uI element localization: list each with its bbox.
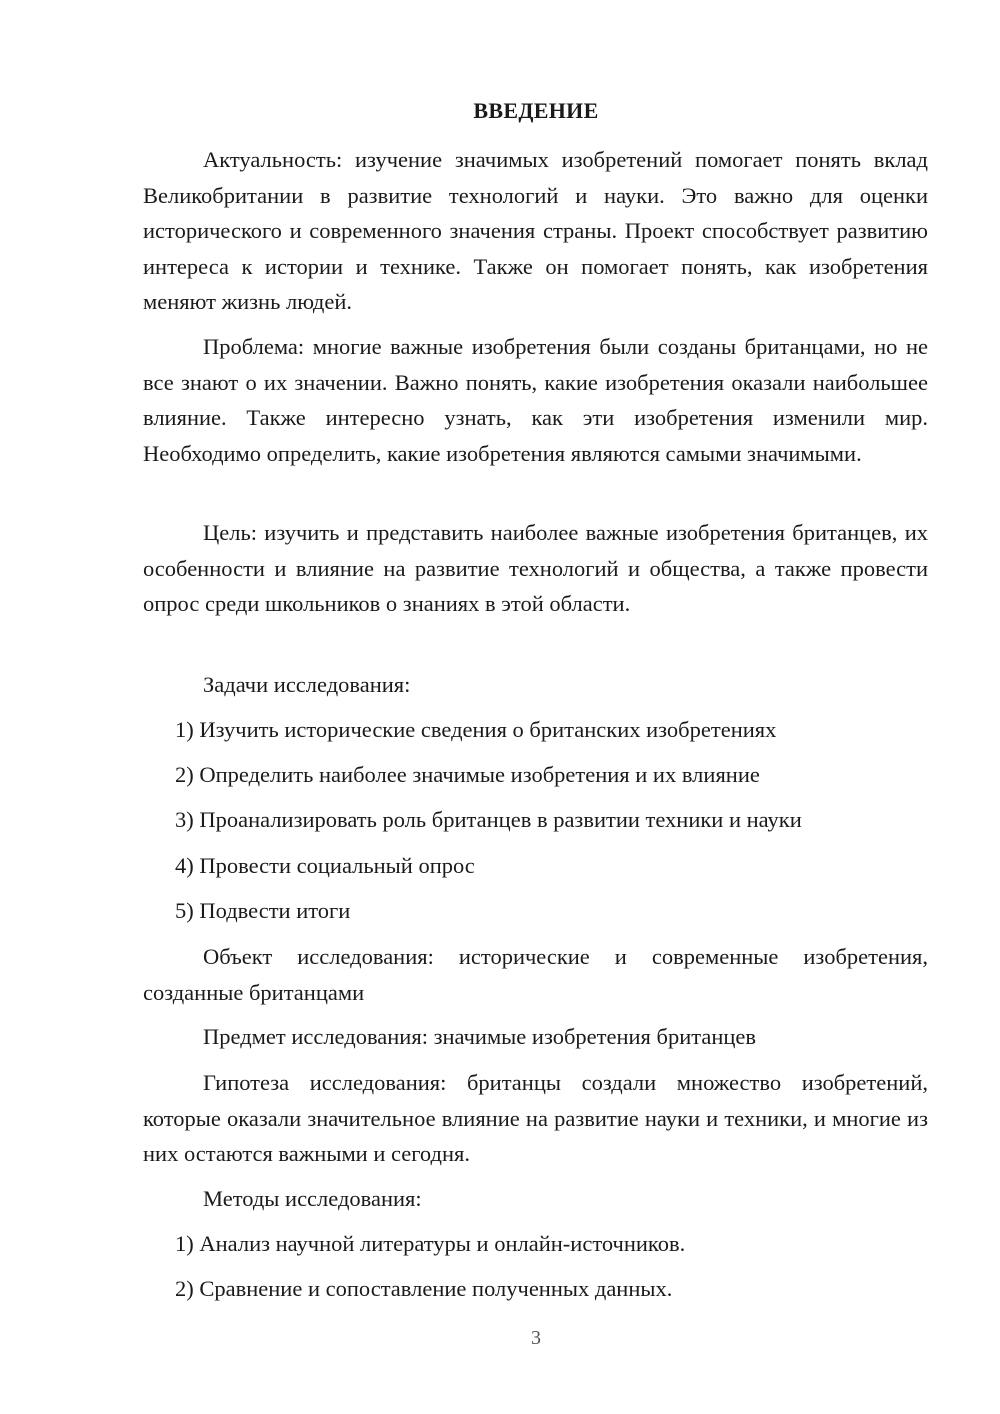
paragraph-goal: Цель: изучить и представить наиболее важные изобретения британцев, их особенности и влияние на развитие технологий и общества, а также провести опрос среди школьников о знаниях в этой области. [143, 520, 928, 616]
page-number: 3 [531, 1327, 541, 1349]
paragraph-problem: Проблема: многие важные изобретения были созданы британцами, но не все знают о их значении. Важно понять, какие изобретения оказали наибольшее влияние. Также интересно узнать, как эти изобретения изменили мир. Необходимо определить, какие изобретения являются самыми значимыми. [143, 334, 928, 466]
task-item-2: 2) Определить наиболее значимые изобретения и их влияние [175, 762, 760, 787]
task-item-3: 3) Проанализировать роль британцев в развитии техники и науки [175, 807, 802, 832]
methods-heading: Методы исследования: [203, 1186, 422, 1211]
tasks-heading: Задачи исследования: [203, 672, 411, 697]
task-item-5: 5) Подвести итоги [175, 898, 351, 923]
method-item-1: 1) Анализ научной литературы и онлайн-источников. [175, 1231, 686, 1256]
paragraph-relevance: Актуальность: изучение значимых изобретений помогает понять вклад Великобритании в развитие технологий и науки. Это важно для оценки исторического и современного значения страны. Проект способствует развитию интереса к истории и технике. Также он помогает понять, как изобретения меняют жизнь людей. [143, 147, 928, 314]
section-title: ВВЕДЕНИЕ [473, 98, 599, 123]
paragraph-object: Объект исследования: исторические и современные изобретения, созданные британцами [143, 944, 928, 1005]
paragraph-subject: Предмет исследования: значимые изобретения британцев [203, 1024, 757, 1049]
task-item-4: 4) Провести социальный опрос [175, 853, 475, 878]
method-item-2: 2) Сравнение и сопоставление полученных данных. [175, 1276, 673, 1301]
paragraph-hypothesis: Гипотеза исследования: британцы создали множество изобретений, которые оказали значительное влияние на развитие науки и техники, и многие из них остаются важными и сегодня. [143, 1070, 928, 1166]
task-item-1: 1) Изучить исторические сведения о британских изобретениях [175, 717, 777, 742]
